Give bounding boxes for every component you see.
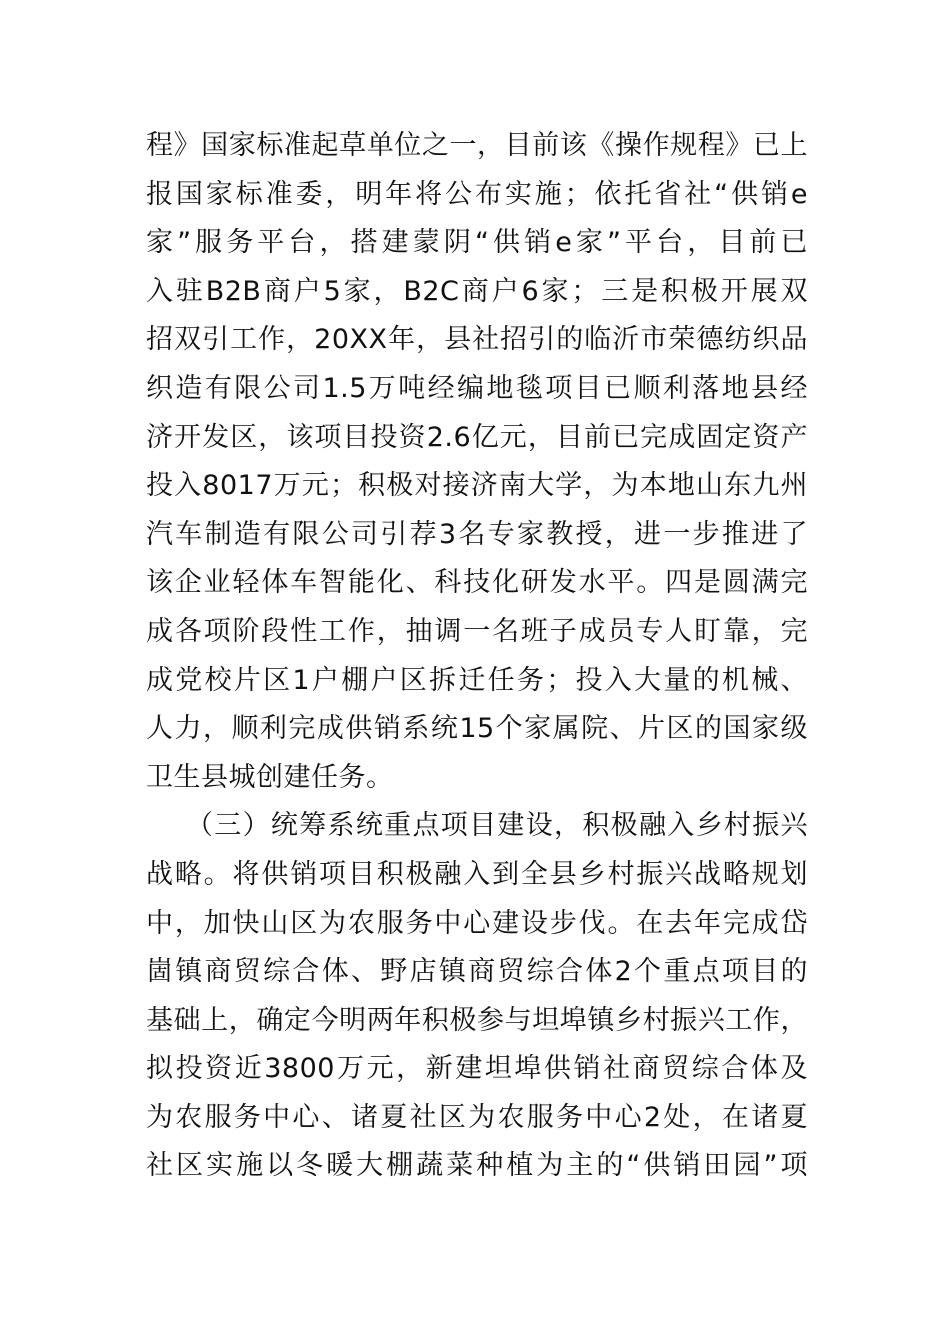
text-line: 拟投资近3800万元，新建坦埠供销社商贸综合体及 [146, 1053, 808, 1085]
text-line: 基础上，确定今明两年积极参与坦埠镇乡村振兴工作， [146, 1004, 808, 1036]
text-line: 该企业轻体车智能化、科技化研发水平。四是圆满完 [146, 567, 808, 599]
text-line: 家”服务平台，搭建蒙阴“供销e家”平台，目前已 [146, 227, 808, 259]
text-line: 报国家标准委，明年将公布实施；依托省社“供销e [146, 178, 808, 210]
text-line: 社区实施以冬暖大棚蔬菜种植为主的“供销田园”项 [146, 1150, 808, 1182]
text-line: 投入8017万元；积极对接济南大学，为本地山东九州 [146, 470, 808, 502]
text-line: 成党校片区1户棚户区拆迁任务；投入大量的机械、 [146, 664, 808, 696]
text-line: 崮镇商贸综合体、野店镇商贸综合体2个重点项目的 [146, 956, 808, 988]
text-line: 为农服务中心、诸夏社区为农服务中心2处，在诸夏 [146, 1101, 808, 1133]
text-line: 人力，顺利完成供销系统15个家属院、片区的国家级 [146, 713, 808, 745]
text-line: 卫生县城创建任务。 [146, 761, 394, 793]
text-line: 成各项阶段性工作，抽调一名班子成员专人盯靠，完 [146, 615, 808, 647]
text-line: 织造有限公司1.5万吨经编地毯项目已顺利落地县经 [146, 372, 808, 404]
text-line: 中，加快山区为农服务中心建设步伐。在去年完成岱 [146, 907, 808, 939]
section-heading-line: （三）统筹系统重点项目建设，积极融入乡村振兴 [186, 810, 808, 842]
text-line: 济开发区，该项目投资2.6亿元，目前已完成固定资产 [146, 421, 808, 453]
text-line: 招双引工作，20XX年，县社招引的临沂市荣德纺织品 [146, 324, 808, 356]
text-line: 程》国家标准起草单位之一，目前该《操作规程》已上 [146, 130, 808, 161]
text-line: 入驻B2B商户5家，B2C商户6家；三是积极开展双 [146, 275, 808, 307]
text-line: 战略。将供销项目积极融入到全县乡村振兴战略规划 [146, 858, 808, 890]
body-text [146, 122, 808, 1191]
text-line: 汽车制造有限公司引荐3名专家教授，进一步推进了 [146, 518, 808, 550]
